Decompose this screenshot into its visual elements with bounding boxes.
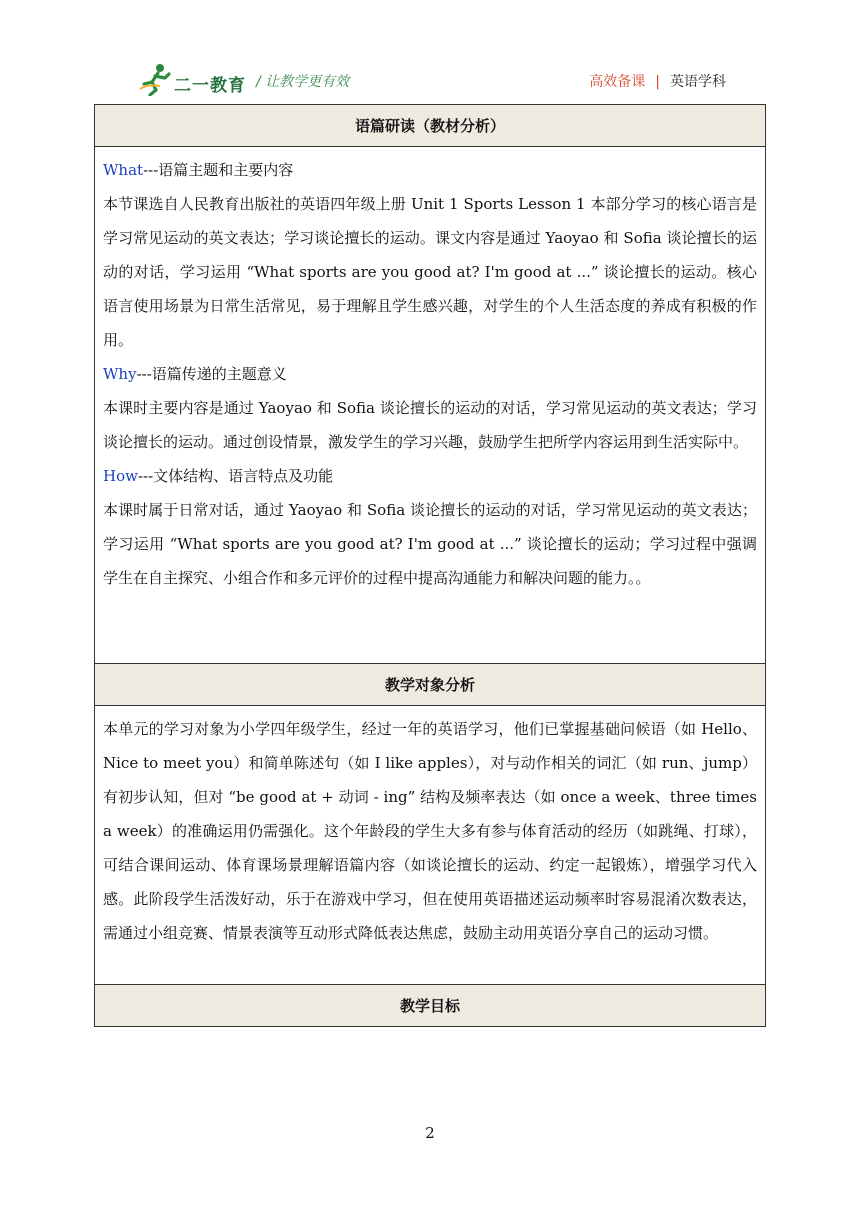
why-label: Why (103, 365, 137, 383)
what-label: What (103, 161, 144, 179)
how-heading (103, 459, 757, 493)
slogan: / 让教学更有效 (256, 74, 350, 90)
header-tag-subject: 英语学科 (670, 74, 726, 90)
lesson-plan-table (94, 104, 766, 1027)
how-heading-text: ---文体结构、语言特点及功能 (137, 467, 334, 485)
brand-logo (138, 62, 250, 96)
learner-analysis-body (95, 706, 766, 985)
header-separator: | (655, 74, 660, 90)
logo-text: 二一教育 (174, 76, 246, 96)
learner-analysis-text: 本单元的学习对象为小学四年级学生，经过一年的英语学习，他们已掌握基础问候语（如 Hello、Nice to meet you）和简单陈述句（如 I like apples），对与动作相关的词汇（如 run、jump）有初步认知，但对 “be good at + 动词 - ing” 结构及频率表达（如 once a week、three times a week）的准确运用仍需强化。这个年龄段的学生大多有参与体育活动的经历（如跳绳、打球），可结合课间运动、体育课场景理解语篇内容（如谈论擅长的运动、约定一起锻炼），增强学习代入感。此阶段学生活泼好动，乐于在游戏中学习，但在使用英语描述运动频率时容易混淆次数表达，需通过小组竞赛、情景表演等互动形式降低表达焦虑，鼓励主动用英语分享自己的运动习惯。 (103, 720, 757, 942)
what-heading-text: ---语篇主题和主要内容 (143, 161, 294, 179)
text-analysis-body (95, 147, 766, 664)
section-title-text-analysis: 语篇研读（教材分析） (95, 105, 766, 147)
what-heading (103, 153, 757, 187)
page-header (138, 62, 726, 96)
why-heading (103, 357, 757, 391)
page-number: 2 (425, 1124, 435, 1142)
section-title-learner-analysis: 教学对象分析 (95, 664, 766, 706)
why-body: 本课时主要内容是通过 Yaoyao 和 Sofia 谈论擅长的运动的对话，学习常见运动的英文表达；学习谈论擅长的运动。通过创设情景，激发学生的学习兴趣，鼓励学生把所学内容运用到生活实际中。 (103, 399, 757, 451)
what-body: 本节课选自人民教育出版社的英语四年级上册 Unit 1 Sports Lesson 1 本部分学习的核心语言是学习常见运动的英文表达；学习谈论擅长的运动。课文内容是通过 Yaoyao 和 Sofia 谈论擅长的运动的对话，学习运用 “What sports are you good at? I'm good at ...” 谈论擅长的运动。核心语言使用场景为日常生活常见，易于理解且学生感兴趣，对学生的个人生活态度的养成有积极的作用。 (103, 195, 757, 349)
why-heading-text: ---语篇传递的主题意义 (136, 365, 287, 383)
header-tag-primary: 高效备课 (589, 74, 646, 90)
header-right (589, 71, 726, 91)
section-title-objectives: 教学目标 (95, 985, 766, 1027)
runner-icon (138, 62, 174, 96)
how-label: How (103, 467, 138, 485)
how-body: 本课时属于日常对话，通过 Yaoyao 和 Sofia 谈论擅长的运动的对话，学习常见运动的英文表达；学习运用 “What sports are you good at? I'm good at ...” 谈论擅长的运动；学习过程中强调学生在自主探究、小组合作和多元评价的过程中提高沟通能力和解决问题的能力。。 (103, 501, 757, 587)
